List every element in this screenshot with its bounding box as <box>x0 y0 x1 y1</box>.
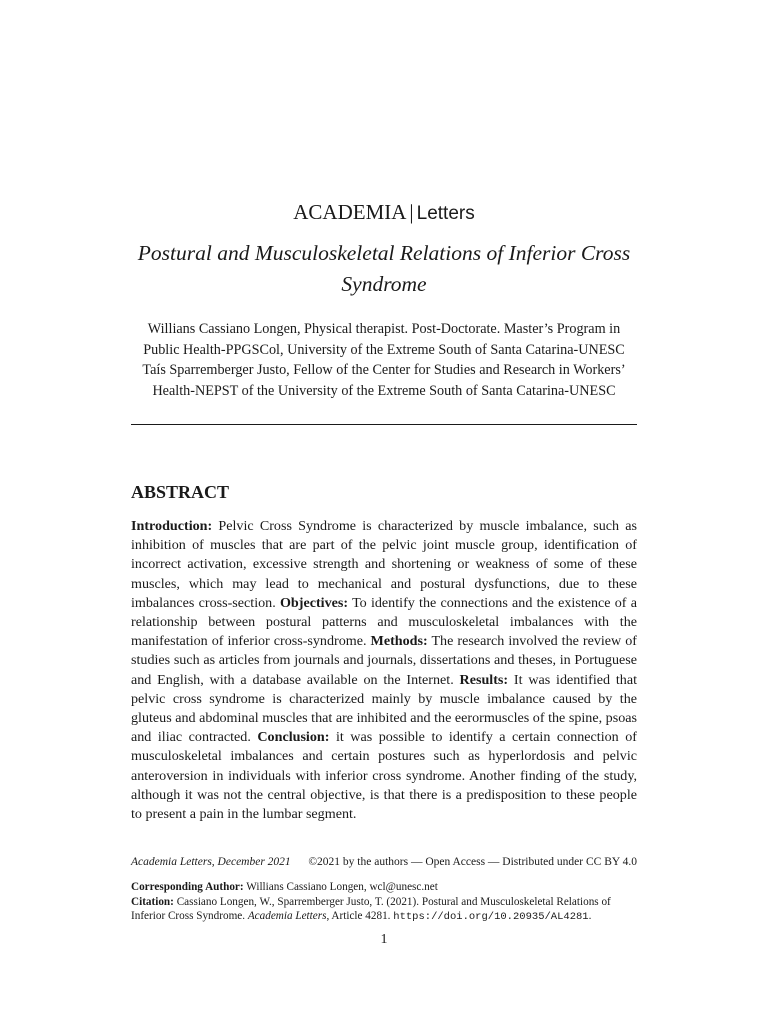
methods-text: The research involved the review of studies such as articles from journals and journals, dissertations and theses, in Portuguese and English, with a database available on the Internet. <box>131 633 637 688</box>
introduction-label: Introduction: <box>131 518 213 534</box>
journal-brand <box>0 198 768 228</box>
journal-date: Academia Letters, December 2021 <box>131 856 291 868</box>
author-line: Health-NEPST of the University of the Extreme South of Santa Catarina-UNESC <box>152 382 616 399</box>
author-line: Taís Sparremberger Justo, Fellow of the Center for Studies and Research in Workers’ <box>142 362 626 378</box>
author-line: Willians Cassiano Longen, Physical therapist. Post-Doctorate. Master’s Program in <box>147 321 621 337</box>
author-line: Public Health-PPGSCol, University of the Extreme South of Santa Catarina-UNESC <box>143 341 625 358</box>
corresponding-author-line <box>131 880 637 895</box>
introduction-text: Pelvic Cross Syndrome is characterized by muscle imbalance, such as inhibition of muscles that are part of the pelvic joint muscle group, identification of incorrect activation, excessive strength and shortening or weakness of some of these muscles, which may lead to mechanical and postural dysfunctions, due to these imbalances cross-section. <box>131 518 637 611</box>
author-affiliations <box>100 319 668 401</box>
abstract-heading: ABSTRACT <box>131 482 230 502</box>
correspondence-block <box>131 880 637 925</box>
brand-separator: | <box>409 200 414 224</box>
brand-name: ACADEMIA <box>293 200 407 224</box>
citation-label: Citation: <box>131 895 174 908</box>
license-text: ©2021 by the authors — Open Access — Distributed under CC BY 4.0 <box>308 856 637 868</box>
footer-journal-line <box>131 855 637 870</box>
results-text: It was identified that pelvic cross syndrome is characterized mainly by muscle imbalance caused by the gluteus and abdominal muscles that are inhibited and the eerormuscles of the spine, psoas and iliac contracted. <box>131 671 637 746</box>
objectives-text: To identify the connections and the existence of a relationship between postural patterns and musculoskeletal imbalances with the manifestation of inferior cross-syndrome. <box>131 594 637 650</box>
header-divider <box>131 424 637 425</box>
corresponding-label: Corresponding Author: <box>131 881 244 893</box>
citation-line <box>131 895 637 925</box>
conclusion-label: Conclusion: <box>257 729 330 746</box>
conclusion-text: it was possible to identify a certain connection of musculoskeletal imbalances and certain postures such as hyperlordosis and pelvic anteroversion in individuals with inferior cross syndrome. Another finding of the study, although it was not the central objective, is that there is a predisposition to these people to present a pain in the lumbar segment. <box>131 729 637 823</box>
paper-title: Postural and Musculoskeletal Relations of Inferior Cross Syndrome <box>137 241 631 296</box>
citation-article: , Article 4281. <box>326 910 391 923</box>
objectives-label: Objectives: <box>279 594 349 611</box>
abstract-body <box>131 517 637 824</box>
corresponding-text[interactable]: Willians Cassiano Longen, wcl@unesc.net <box>246 881 438 893</box>
page-number: 1 <box>380 932 388 947</box>
citation-text: Cassiano Longen, W., Sparremberger Justo, T. (2021). Postural and Musculoskeletal Relations of Inferior Cross Syndrome. <box>131 895 611 923</box>
citation-end: . <box>588 910 592 923</box>
citation-journal: Academia Letters <box>247 910 327 923</box>
methods-label: Methods: <box>370 633 428 650</box>
results-label: Results: <box>459 671 509 688</box>
brand-sub: Letters <box>416 203 475 224</box>
doi-link[interactable]: https://doi.org/10.20935/AL4281 <box>393 911 589 924</box>
